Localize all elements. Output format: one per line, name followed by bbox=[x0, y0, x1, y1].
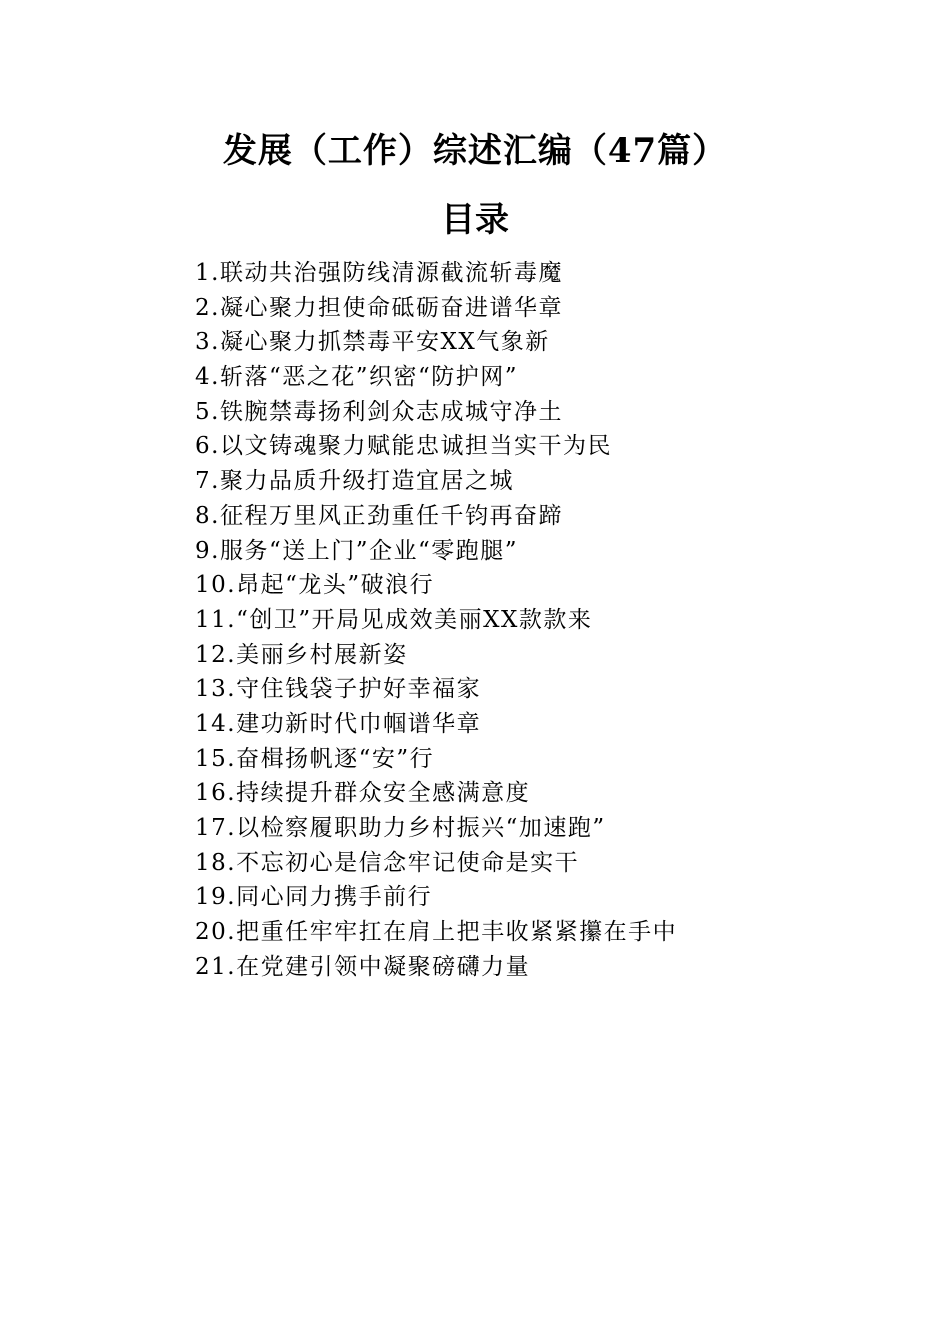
toc-item-10[interactable]: 10.昂起“龙头”破浪行 bbox=[195, 572, 435, 599]
toc-item-5[interactable]: 5.铁腕禁毒扬利剑众志成城守净土 bbox=[195, 398, 563, 425]
document-title: 发展（工作）综述汇编（47篇） bbox=[222, 131, 728, 171]
toc-item-13[interactable]: 13.守住钱袋子护好幸福家 bbox=[195, 676, 482, 703]
toc-item-9[interactable]: 9.服务“送上门”企业“零跑腿” bbox=[195, 537, 518, 564]
toc-item-21[interactable]: 21.在党建引领中凝聚磅礴力量 bbox=[195, 953, 531, 980]
toc-item-7[interactable]: 7.聚力品质升级打造宜居之城 bbox=[195, 468, 514, 495]
toc-item-12[interactable]: 12.美丽乡村展新姿 bbox=[195, 641, 408, 668]
toc-item-3[interactable]: 3.凝心聚力抓禁毒平安XX气象新 bbox=[195, 329, 550, 356]
toc-item-19[interactable]: 19.同心同力携手前行 bbox=[195, 884, 433, 911]
toc-item-4[interactable]: 4.斩落“恶之花”织密“防护网” bbox=[195, 364, 518, 391]
toc-item-16[interactable]: 16.持续提升群众安全感满意度 bbox=[195, 780, 531, 807]
toc-heading: 目录 bbox=[441, 200, 509, 240]
toc-item-20[interactable]: 20.把重任牢牢扛在肩上把丰收紧紧攥在手中 bbox=[195, 919, 678, 946]
toc-item-1[interactable]: 1.联动共治强防线清源截流斩毒魔 bbox=[195, 260, 563, 286]
toc-item-8[interactable]: 8.征程万里风正劲重任千钧再奋蹄 bbox=[195, 502, 563, 529]
toc-item-15[interactable]: 15.奋楫扬帆逐“安”行 bbox=[195, 745, 435, 772]
toc-item-11[interactable]: 11.“创卫”开局见成效美丽XX款款来 bbox=[195, 606, 593, 633]
toc-item-6[interactable]: 6.以文铸魂聚力赋能忠诚担当实干为民 bbox=[195, 433, 612, 460]
toc-item-2[interactable]: 2.凝心聚力担使命砥砺奋进谱华章 bbox=[195, 294, 563, 321]
toc-list bbox=[195, 256, 895, 984]
toc-item-14[interactable]: 14.建功新时代巾帼谱华章 bbox=[195, 710, 482, 737]
toc-item-18[interactable]: 18.不忘初心是信念牢记使命是实干 bbox=[195, 849, 580, 876]
toc-item-17[interactable]: 17.以检察履职助力乡村振兴“加速跑” bbox=[195, 815, 606, 841]
